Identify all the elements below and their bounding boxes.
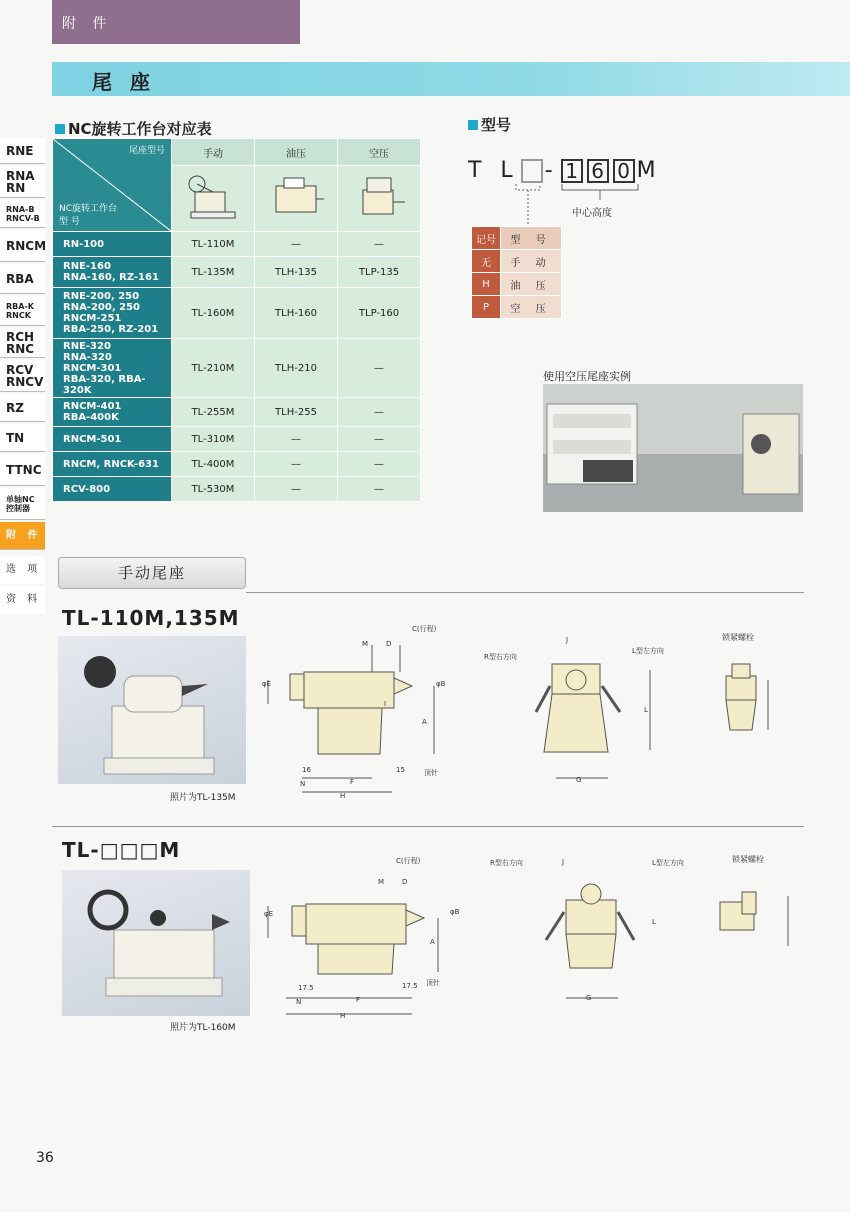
divider-2 bbox=[52, 826, 804, 827]
model-code-table: 记号 型 号 无 手 动 H 油 压 P 空 压 bbox=[471, 226, 562, 319]
cell-manual: TL-160M bbox=[172, 288, 255, 339]
sidebar-item[interactable]: RCH RNC bbox=[0, 328, 45, 358]
col-oil: 油压 bbox=[255, 139, 338, 166]
row-label: RNE-320 RNA-320 RNCM-301 RBA-320, RBA-320K bbox=[53, 339, 172, 398]
divider bbox=[246, 592, 804, 593]
model-title: 型号 bbox=[468, 114, 511, 135]
sidebar-item[interactable]: 附 件 bbox=[0, 522, 45, 550]
cell-oil: TLH-255 bbox=[255, 398, 338, 427]
sidebar-item[interactable]: RBA bbox=[0, 264, 45, 294]
cell-oil: — bbox=[255, 427, 338, 452]
sidebar-item[interactable]: RNE bbox=[0, 138, 45, 164]
code-key: P bbox=[472, 296, 501, 319]
table-title: NC旋转工作台对应表 bbox=[55, 118, 212, 139]
correspondence-table bbox=[52, 138, 421, 502]
cell-air: — bbox=[338, 427, 421, 452]
tl-110m-front-drawing bbox=[490, 640, 670, 790]
cell-manual: TL-255M bbox=[172, 398, 255, 427]
tl-m-front-drawing bbox=[500, 862, 680, 1012]
sidebar-item[interactable]: TN bbox=[0, 424, 45, 452]
cell-air: — bbox=[338, 398, 421, 427]
cell-air: — bbox=[338, 232, 421, 257]
hydraulic-tailstock-icon bbox=[255, 166, 338, 232]
cell-air: — bbox=[338, 477, 421, 502]
model1-heading: TL-110M,135M bbox=[62, 606, 240, 630]
cell-oil: — bbox=[255, 452, 338, 477]
pneumatic-tailstock-icon bbox=[338, 166, 421, 232]
cell-manual: TL-110M bbox=[172, 232, 255, 257]
row-label: RN-100 bbox=[53, 232, 172, 257]
cell-oil: — bbox=[255, 477, 338, 502]
page-number: 36 bbox=[36, 1150, 54, 1166]
code-row bbox=[472, 273, 562, 296]
sidebar-item[interactable]: TTNC bbox=[0, 454, 45, 486]
sidebar-item[interactable]: RBA-K RNCK bbox=[0, 296, 45, 326]
row-label: RNE-200, 250 RNA-200, 250 RNCM-251 RBA-250, RZ-201 bbox=[53, 288, 172, 339]
cell-oil: TLH-135 bbox=[255, 257, 338, 288]
table-row bbox=[53, 427, 421, 452]
pneumatic-tailstock-photo bbox=[543, 384, 803, 512]
table-row bbox=[53, 288, 421, 339]
tl-160m-photo bbox=[62, 870, 250, 1016]
sidebar-item[interactable]: 资 料 bbox=[0, 586, 45, 614]
sidebar-item[interactable]: RCV RNCV bbox=[0, 360, 45, 392]
cell-air: — bbox=[338, 339, 421, 398]
section-title: 尾座 bbox=[92, 70, 168, 94]
sidebar-item[interactable]: RNA RN bbox=[0, 166, 45, 198]
table-row bbox=[53, 398, 421, 427]
center-height-label: 中心高度 bbox=[572, 208, 612, 219]
table-row bbox=[53, 477, 421, 502]
code-key: H bbox=[472, 273, 501, 296]
cell-manual: TL-310M bbox=[172, 427, 255, 452]
row-label: RNCM, RNCK-631 bbox=[53, 452, 172, 477]
cell-manual: TL-400M bbox=[172, 452, 255, 477]
row-label: RNCM-501 bbox=[53, 427, 172, 452]
model-code: T L - 1 6 0 M bbox=[468, 158, 662, 183]
tl-135m-photo bbox=[58, 636, 246, 784]
row-label: RNE-160 RNA-160, RZ-161 bbox=[53, 257, 172, 288]
sidebar-item[interactable]: 单轴NC 控制器 bbox=[0, 488, 45, 520]
cell-oil: — bbox=[255, 232, 338, 257]
manual-tailstock-tab[interactable]: 手动尾座 bbox=[58, 557, 246, 589]
lock-bolt-drawing-2 bbox=[714, 876, 804, 966]
code-row bbox=[472, 296, 562, 319]
manual-tailstock-icon bbox=[172, 166, 255, 232]
sidebar-item[interactable]: RZ bbox=[0, 394, 45, 422]
cell-manual: TL-530M bbox=[172, 477, 255, 502]
row-label: RCV-800 bbox=[53, 477, 172, 502]
cell-manual: TL-135M bbox=[172, 257, 255, 288]
col-air: 空压 bbox=[338, 139, 421, 166]
table-row bbox=[53, 339, 421, 398]
photo-caption: 使用空压尾座实例 bbox=[543, 370, 631, 383]
model1-caption: 照片为TL-135M bbox=[170, 793, 236, 803]
cell-air: TLP-160 bbox=[338, 288, 421, 339]
sidebar-item[interactable]: RNA-B RNCV-B bbox=[0, 200, 45, 228]
section-title-bar bbox=[52, 62, 850, 96]
sidebar-item[interactable]: RNCM bbox=[0, 230, 45, 262]
table-row bbox=[53, 257, 421, 288]
model2-heading: TL-□□□M bbox=[62, 838, 181, 862]
table-row bbox=[53, 232, 421, 257]
cell-oil: TLH-160 bbox=[255, 288, 338, 339]
chapter-tab: 附 件 bbox=[52, 0, 300, 44]
cell-air: TLP-135 bbox=[338, 257, 421, 288]
code-value: 手 动 bbox=[501, 250, 562, 273]
row-label: RNCM-401 RBA-400K bbox=[53, 398, 172, 427]
cell-oil: TLH-210 bbox=[255, 339, 338, 398]
cell-manual: TL-210M bbox=[172, 339, 255, 398]
model2-caption: 照片为TL-160M bbox=[170, 1023, 236, 1033]
table-row bbox=[53, 452, 421, 477]
col-manual: 手动 bbox=[172, 139, 255, 166]
sidebar-item[interactable]: 选 项 bbox=[0, 556, 45, 584]
code-key: 无 bbox=[472, 250, 501, 273]
code-row bbox=[472, 250, 562, 273]
code-value: 空 压 bbox=[501, 296, 562, 319]
cell-air: — bbox=[338, 452, 421, 477]
table-corner: 尾座型号 NC旋转工作台 型 号 bbox=[53, 139, 172, 232]
lock-bolt-drawing bbox=[712, 650, 792, 760]
code-value: 油 压 bbox=[501, 273, 562, 296]
